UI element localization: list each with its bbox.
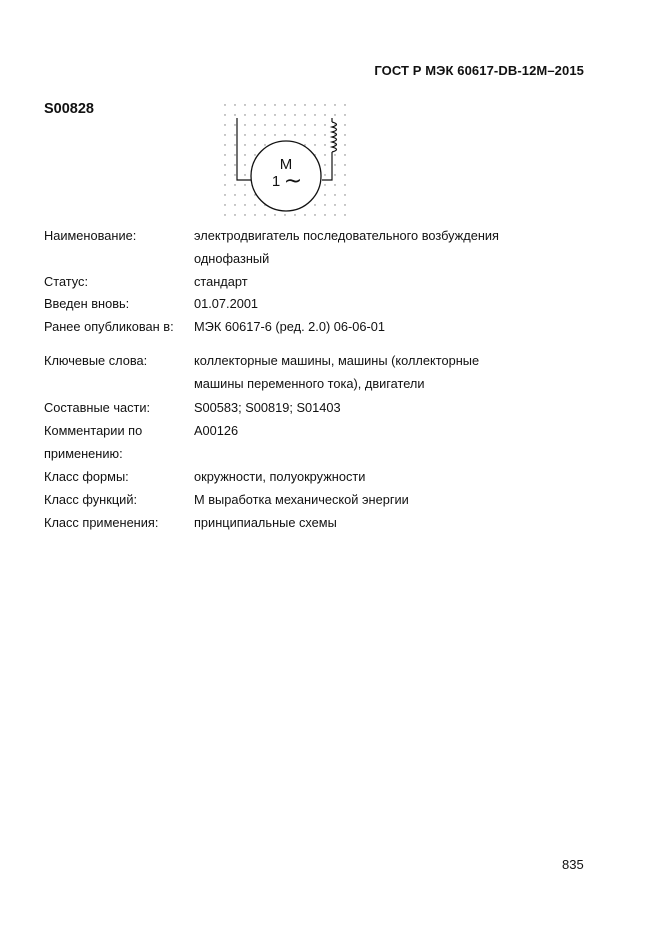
field-label: Наименование:: [44, 228, 137, 243]
grid-dot: [254, 104, 255, 105]
grid-dot: [324, 174, 325, 175]
grid-dot: [234, 134, 235, 135]
grid-dot: [314, 204, 315, 205]
standard-header: ГОСТ Р МЭК 60617-DB-12M–2015: [374, 63, 584, 78]
grid-dot: [224, 174, 225, 175]
grid-dot: [344, 144, 345, 145]
grid-dot: [234, 184, 235, 185]
grid-dot: [254, 144, 255, 145]
grid-dot: [264, 134, 265, 135]
grid-dot: [304, 104, 305, 105]
grid-dot: [264, 104, 265, 105]
grid-dot: [224, 144, 225, 145]
grid-dot: [244, 124, 245, 125]
grid-dot: [314, 114, 315, 115]
grid-dot: [244, 104, 245, 105]
grid-dot: [274, 104, 275, 105]
grid-dot: [264, 144, 265, 145]
field-label: Комментарии по: [44, 423, 143, 438]
field-label: Составные части:: [44, 400, 151, 415]
grid-dot: [324, 114, 325, 115]
grid-dot: [284, 214, 285, 215]
field-value-line: окружности, полуокружности: [194, 469, 366, 484]
grid-dot: [244, 134, 245, 135]
grid-dot: [264, 214, 265, 215]
grid-dot: [234, 144, 235, 145]
grid-dot: [244, 164, 245, 165]
grid-dot: [334, 154, 335, 155]
grid-dot: [344, 184, 345, 185]
field-value-line: A00126: [194, 423, 239, 438]
grid-dot: [254, 154, 255, 155]
grid-dot: [344, 214, 345, 215]
grid-dot: [284, 134, 285, 135]
grid-dot: [254, 204, 255, 205]
grid-dot: [324, 204, 325, 205]
grid-dot: [334, 164, 335, 165]
grid-dot: [294, 214, 295, 215]
field-value-line: стандарт: [194, 274, 248, 289]
ac-sign-icon: ~: [283, 169, 303, 194]
grid-dot: [234, 204, 235, 205]
grid-dot: [314, 134, 315, 135]
grid-dot: [254, 124, 255, 125]
field-value-line: M выработка механической энергии: [194, 492, 409, 507]
field-value-line: 01.07.2001: [194, 296, 259, 311]
grid-dot: [244, 144, 245, 145]
field-value-line: коллекторные машины, машины (коллекторные: [194, 353, 480, 368]
grid-dot: [334, 184, 335, 185]
grid-dot: [314, 214, 315, 215]
grid-dot: [224, 154, 225, 155]
grid-dot: [284, 124, 285, 125]
grid-dot: [234, 104, 235, 105]
grid-dot: [344, 114, 345, 115]
grid-dot: [244, 194, 245, 195]
grid-dot: [344, 174, 345, 175]
field-label: Класс функций:: [44, 492, 138, 507]
grid-dot: [244, 154, 245, 155]
field-value-line: МЭК 60617-6 (ред. 2.0) 06-06-01: [194, 319, 386, 334]
grid-dot: [324, 134, 325, 135]
grid-dot: [244, 114, 245, 115]
grid-dot: [254, 214, 255, 215]
grid-dot: [224, 164, 225, 165]
grid-dot: [254, 134, 255, 135]
field-label: Статус:: [44, 274, 89, 289]
grid-dot: [324, 214, 325, 215]
grid-dot: [334, 194, 335, 195]
field-label: Ранее опубликован в:: [44, 319, 174, 334]
grid-dot: [244, 184, 245, 185]
grid-dot: [234, 124, 235, 125]
field-value-line: S00583; S00819; S01403: [194, 400, 341, 415]
field-value-line: принципиальные схемы: [194, 515, 337, 530]
grid-dot: [304, 144, 305, 145]
grid-dot: [324, 164, 325, 165]
field-label: Введен вновь:: [44, 296, 130, 311]
grid-dot: [344, 204, 345, 205]
grid-dot: [344, 124, 345, 125]
grid-dot: [234, 194, 235, 195]
grid-dot: [324, 194, 325, 195]
grid-dot: [294, 104, 295, 105]
grid-dot: [294, 134, 295, 135]
page-number: 835: [562, 857, 584, 872]
field-value-line: однофазный: [194, 251, 270, 266]
grid-dot: [234, 154, 235, 155]
grid-dot: [224, 194, 225, 195]
grid-dot: [284, 114, 285, 115]
grid-dot: [324, 104, 325, 105]
grid-dot: [224, 184, 225, 185]
field-label: Класс формы:: [44, 469, 129, 484]
grid-dot: [324, 154, 325, 155]
grid-dot: [274, 114, 275, 115]
grid-dot: [234, 214, 235, 215]
grid-dot: [284, 104, 285, 105]
grid-dot: [274, 124, 275, 125]
grid-dot: [254, 194, 255, 195]
grid-dot: [294, 114, 295, 115]
grid-dot: [274, 134, 275, 135]
grid-dot: [344, 104, 345, 105]
phase-label: 1: [271, 173, 281, 190]
grid-dot: [314, 124, 315, 125]
grid-dot: [304, 214, 305, 215]
grid-dot: [234, 164, 235, 165]
grid-dot: [224, 134, 225, 135]
grid-dot: [334, 214, 335, 215]
grid-dot: [334, 204, 335, 205]
field-value-line: машины переменного тока), двигатели: [194, 376, 425, 391]
grid-dot: [324, 124, 325, 125]
series-winding-icon: [332, 122, 337, 152]
grid-dot: [234, 174, 235, 175]
field-label: Класс применения:: [44, 515, 159, 530]
grid-dot: [264, 114, 265, 115]
grid-dot: [244, 204, 245, 205]
grid-dot: [264, 124, 265, 125]
grid-dot: [324, 184, 325, 185]
grid-dot: [244, 214, 245, 215]
field-label: применению:: [44, 446, 123, 461]
grid-dot: [304, 134, 305, 135]
right-lead-wire: [322, 118, 332, 180]
grid-dot: [344, 164, 345, 165]
field-value-line: электродвигатель последовательного возбуждения: [194, 228, 499, 243]
motor-letter: M: [279, 156, 293, 173]
grid-dot: [234, 114, 235, 115]
grid-dot: [324, 144, 325, 145]
grid-dot: [224, 114, 225, 115]
grid-dot: [314, 104, 315, 105]
grid-dot: [224, 214, 225, 215]
grid-dot: [334, 114, 335, 115]
grid-dot: [224, 104, 225, 105]
grid-dot: [244, 174, 245, 175]
grid-dot: [224, 204, 225, 205]
symbol-id: S00828: [44, 101, 94, 117]
grid-dot: [344, 194, 345, 195]
grid-dot: [344, 154, 345, 155]
grid-dot: [294, 124, 295, 125]
motor-symbol-diagram: [220, 100, 350, 224]
grid-dot: [224, 124, 225, 125]
grid-dot: [314, 144, 315, 145]
grid-dot: [344, 134, 345, 135]
grid-dot: [304, 114, 305, 115]
grid-dot: [254, 114, 255, 115]
grid-dot: [304, 124, 305, 125]
grid-dot: [334, 174, 335, 175]
grid-dot: [274, 214, 275, 215]
field-label: Ключевые слова:: [44, 353, 148, 368]
grid-dot: [334, 104, 335, 105]
